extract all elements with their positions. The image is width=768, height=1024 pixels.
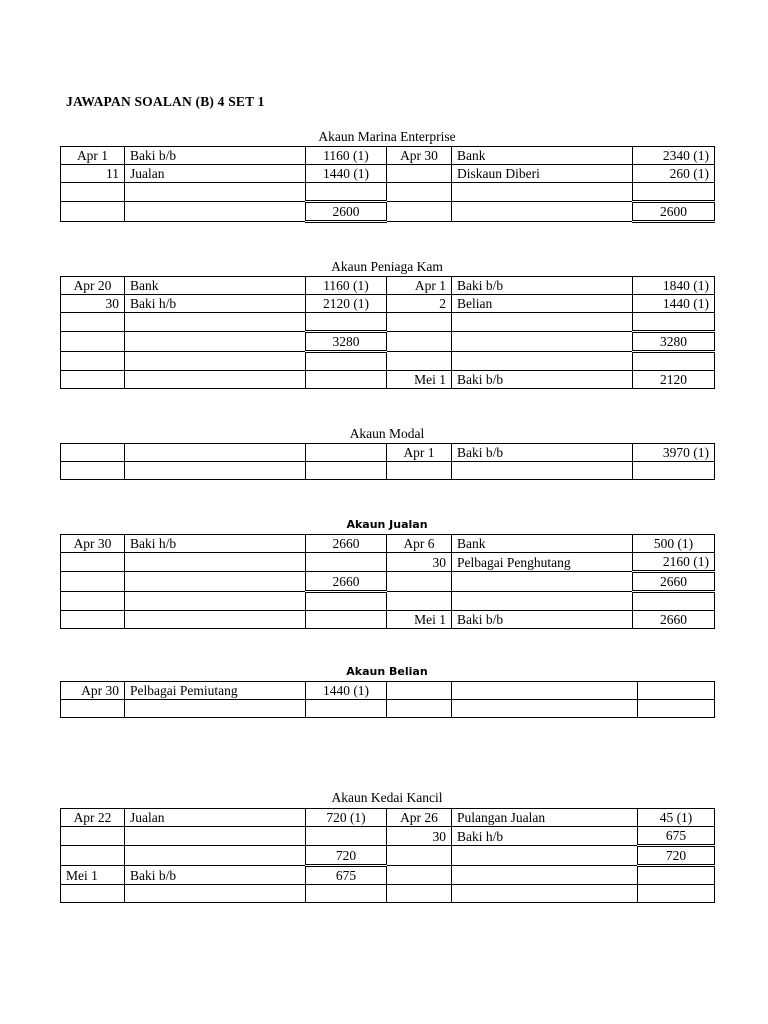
table-row (61, 553, 715, 572)
debit-particulars: Baki h/b (125, 535, 306, 553)
credit-total: 2660 (633, 572, 715, 592)
credit-amount (633, 183, 715, 202)
table-row (61, 535, 715, 553)
credit-date (387, 572, 452, 592)
debit-particulars (125, 572, 306, 592)
debit-particulars (125, 332, 306, 352)
debit-date: 30 (61, 295, 125, 313)
debit-total: 2600 (306, 202, 387, 222)
table-row (61, 611, 715, 629)
debit-date (61, 700, 125, 718)
table-row (61, 462, 715, 480)
credit-total: 3280 (633, 332, 715, 352)
debit-particulars (125, 700, 306, 718)
credit-date: Apr 1 (387, 277, 452, 295)
credit-amount: 2120 (633, 371, 715, 389)
debit-amount: 1440 (1) (306, 682, 387, 700)
debit-date (61, 827, 125, 846)
credit-date (387, 846, 452, 866)
debit-amount: 1160 (1) (306, 147, 387, 165)
credit-particulars (452, 885, 638, 903)
debit-date (61, 572, 125, 592)
credit-date: Apr 6 (387, 535, 452, 553)
table-row (61, 866, 715, 885)
debit-amount (306, 885, 387, 903)
debit-total: 3280 (306, 332, 387, 352)
debit-date: 11 (61, 165, 125, 183)
debit-amount (306, 371, 387, 389)
credit-date (387, 313, 452, 332)
debit-date (61, 611, 125, 629)
credit-particulars: Baki b/b (452, 371, 633, 389)
debit-particulars (125, 553, 306, 572)
debit-particulars (125, 846, 306, 866)
credit-particulars (452, 462, 633, 480)
debit-particulars: Baki h/b (125, 295, 306, 313)
credit-particulars (452, 313, 633, 332)
debit-date (61, 202, 125, 222)
table-row (61, 444, 715, 462)
debit-amount: 720 (1) (306, 809, 387, 827)
credit-date (387, 462, 452, 480)
debit-amount (306, 611, 387, 629)
credit-particulars: Bank (452, 535, 633, 553)
credit-amount: 2160 (1) (633, 553, 715, 572)
credit-date (387, 183, 452, 202)
credit-date (387, 165, 452, 183)
credit-total: 720 (638, 846, 715, 866)
credit-date: Apr 1 (387, 444, 452, 462)
table-row (61, 846, 715, 866)
credit-date: 30 (387, 827, 452, 846)
debit-particulars (125, 313, 306, 332)
debit-date (61, 183, 125, 202)
credit-amount (638, 885, 715, 903)
table-row (61, 277, 715, 295)
credit-amount: 2660 (633, 611, 715, 629)
debit-date (61, 313, 125, 332)
table-row (61, 809, 715, 827)
debit-particulars (125, 371, 306, 389)
debit-amount (306, 592, 387, 611)
debit-date: Apr 1 (61, 147, 125, 165)
debit-date (61, 332, 125, 352)
debit-amount (306, 444, 387, 462)
ledger-marina-enterprise (60, 146, 715, 223)
credit-date (387, 682, 452, 700)
credit-amount: 500 (1) (633, 535, 715, 553)
credit-total: 2600 (633, 202, 715, 222)
ledger-jualan (60, 534, 715, 629)
debit-particulars: Pelbagai Pemiutang (125, 682, 306, 700)
table-row (61, 885, 715, 903)
table-row (61, 371, 715, 389)
table-row (61, 295, 715, 313)
debit-particulars: Jualan (125, 165, 306, 183)
debit-particulars (125, 827, 306, 846)
credit-date (387, 885, 452, 903)
debit-amount (306, 352, 387, 371)
debit-date (61, 352, 125, 371)
table-row (61, 592, 715, 611)
credit-date (387, 866, 452, 885)
debit-date (61, 592, 125, 611)
credit-date (387, 592, 452, 611)
credit-amount (633, 462, 715, 480)
credit-particulars: Baki b/b (452, 611, 633, 629)
credit-date: Mei 1 (387, 371, 452, 389)
credit-particulars (452, 700, 638, 718)
credit-date (387, 352, 452, 371)
debit-amount: 1160 (1) (306, 277, 387, 295)
credit-amount (633, 592, 715, 611)
debit-date: Apr 22 (61, 809, 125, 827)
debit-amount (306, 313, 387, 332)
account-title-jualan: Akaun Jualan (346, 518, 428, 531)
table-row (61, 572, 715, 592)
debit-date (61, 462, 125, 480)
table-row (61, 682, 715, 700)
credit-date (387, 332, 452, 352)
credit-amount (633, 313, 715, 332)
credit-date (387, 202, 452, 222)
credit-particulars: Pelbagai Penghutang (452, 553, 633, 572)
credit-date: Apr 26 (387, 809, 452, 827)
debit-particulars (125, 202, 306, 222)
credit-amount: 1840 (1) (633, 277, 715, 295)
credit-particulars (452, 682, 638, 700)
debit-total: 720 (306, 846, 387, 866)
credit-amount (638, 866, 715, 885)
table-row (61, 352, 715, 371)
debit-particulars (125, 611, 306, 629)
debit-particulars: Jualan (125, 809, 306, 827)
credit-particulars: Pulangan Jualan (452, 809, 638, 827)
credit-particulars (452, 572, 633, 592)
account-title-peniaga-kam: Akaun Peniaga Kam (331, 259, 443, 274)
table-row (61, 332, 715, 352)
credit-amount: 3970 (1) (633, 444, 715, 462)
debit-amount (306, 700, 387, 718)
debit-amount (306, 553, 387, 572)
credit-amount (638, 682, 715, 700)
debit-amount (306, 462, 387, 480)
credit-particulars (452, 866, 638, 885)
credit-amount: 45 (1) (638, 809, 715, 827)
debit-particulars (125, 592, 306, 611)
table-row (61, 700, 715, 718)
account-title-belian: Akaun Belian (346, 665, 428, 678)
debit-particulars: Baki b/b (125, 147, 306, 165)
debit-particulars (125, 885, 306, 903)
credit-particulars (452, 183, 633, 202)
debit-particulars (125, 462, 306, 480)
debit-date (61, 553, 125, 572)
debit-amount: 2660 (306, 535, 387, 553)
credit-date: Mei 1 (387, 611, 452, 629)
debit-amount: 2120 (1) (306, 295, 387, 313)
account-title-modal: Akaun Modal (349, 426, 425, 441)
credit-particulars: Diskaun Diberi (452, 165, 633, 183)
credit-date: 30 (387, 553, 452, 572)
debit-particulars (125, 444, 306, 462)
debit-amount: 675 (306, 866, 387, 885)
credit-amount (633, 352, 715, 371)
credit-amount: 260 (1) (633, 165, 715, 183)
table-row (61, 313, 715, 332)
page-title: JAWAPAN SOALAN (B) 4 SET 1 (66, 94, 265, 109)
ledger-modal (60, 443, 715, 480)
debit-particulars (125, 183, 306, 202)
credit-particulars (452, 332, 633, 352)
debit-amount: 1440 (1) (306, 165, 387, 183)
debit-date (61, 371, 125, 389)
credit-particulars: Belian (452, 295, 633, 313)
debit-date: Apr 30 (61, 535, 125, 553)
debit-amount (306, 183, 387, 202)
debit-particulars (125, 352, 306, 371)
account-title-kedai-kancil: Akaun Kedai Kancil (331, 790, 443, 805)
debit-date (61, 846, 125, 866)
credit-particulars (452, 592, 633, 611)
debit-date: Mei 1 (61, 866, 125, 885)
credit-particulars: Baki b/b (452, 444, 633, 462)
table-row (61, 165, 715, 183)
ledger-kedai-kancil (60, 808, 715, 903)
table-row (61, 147, 715, 165)
credit-particulars: Baki h/b (452, 827, 638, 846)
credit-amount: 1440 (1) (633, 295, 715, 313)
debit-amount (306, 827, 387, 846)
debit-total: 2660 (306, 572, 387, 592)
credit-date: Apr 30 (387, 147, 452, 165)
credit-particulars: Bank (452, 147, 633, 165)
credit-particulars (452, 202, 633, 222)
debit-date (61, 885, 125, 903)
account-title-marina-enterprise: Akaun Marina Enterprise (318, 129, 456, 144)
table-row (61, 827, 715, 846)
table-row (61, 183, 715, 202)
credit-date: 2 (387, 295, 452, 313)
debit-particulars: Baki b/b (125, 866, 306, 885)
table-row (61, 202, 715, 222)
credit-amount (638, 700, 715, 718)
ledger-belian (60, 681, 715, 718)
credit-particulars (452, 352, 633, 371)
debit-date: Apr 30 (61, 682, 125, 700)
credit-particulars: Baki b/b (452, 277, 633, 295)
ledger-peniaga-kam (60, 276, 715, 389)
credit-particulars (452, 846, 638, 866)
credit-amount: 2340 (1) (633, 147, 715, 165)
credit-amount: 675 (638, 827, 715, 846)
debit-date (61, 444, 125, 462)
debit-particulars: Bank (125, 277, 306, 295)
credit-date (387, 700, 452, 718)
debit-date: Apr 20 (61, 277, 125, 295)
